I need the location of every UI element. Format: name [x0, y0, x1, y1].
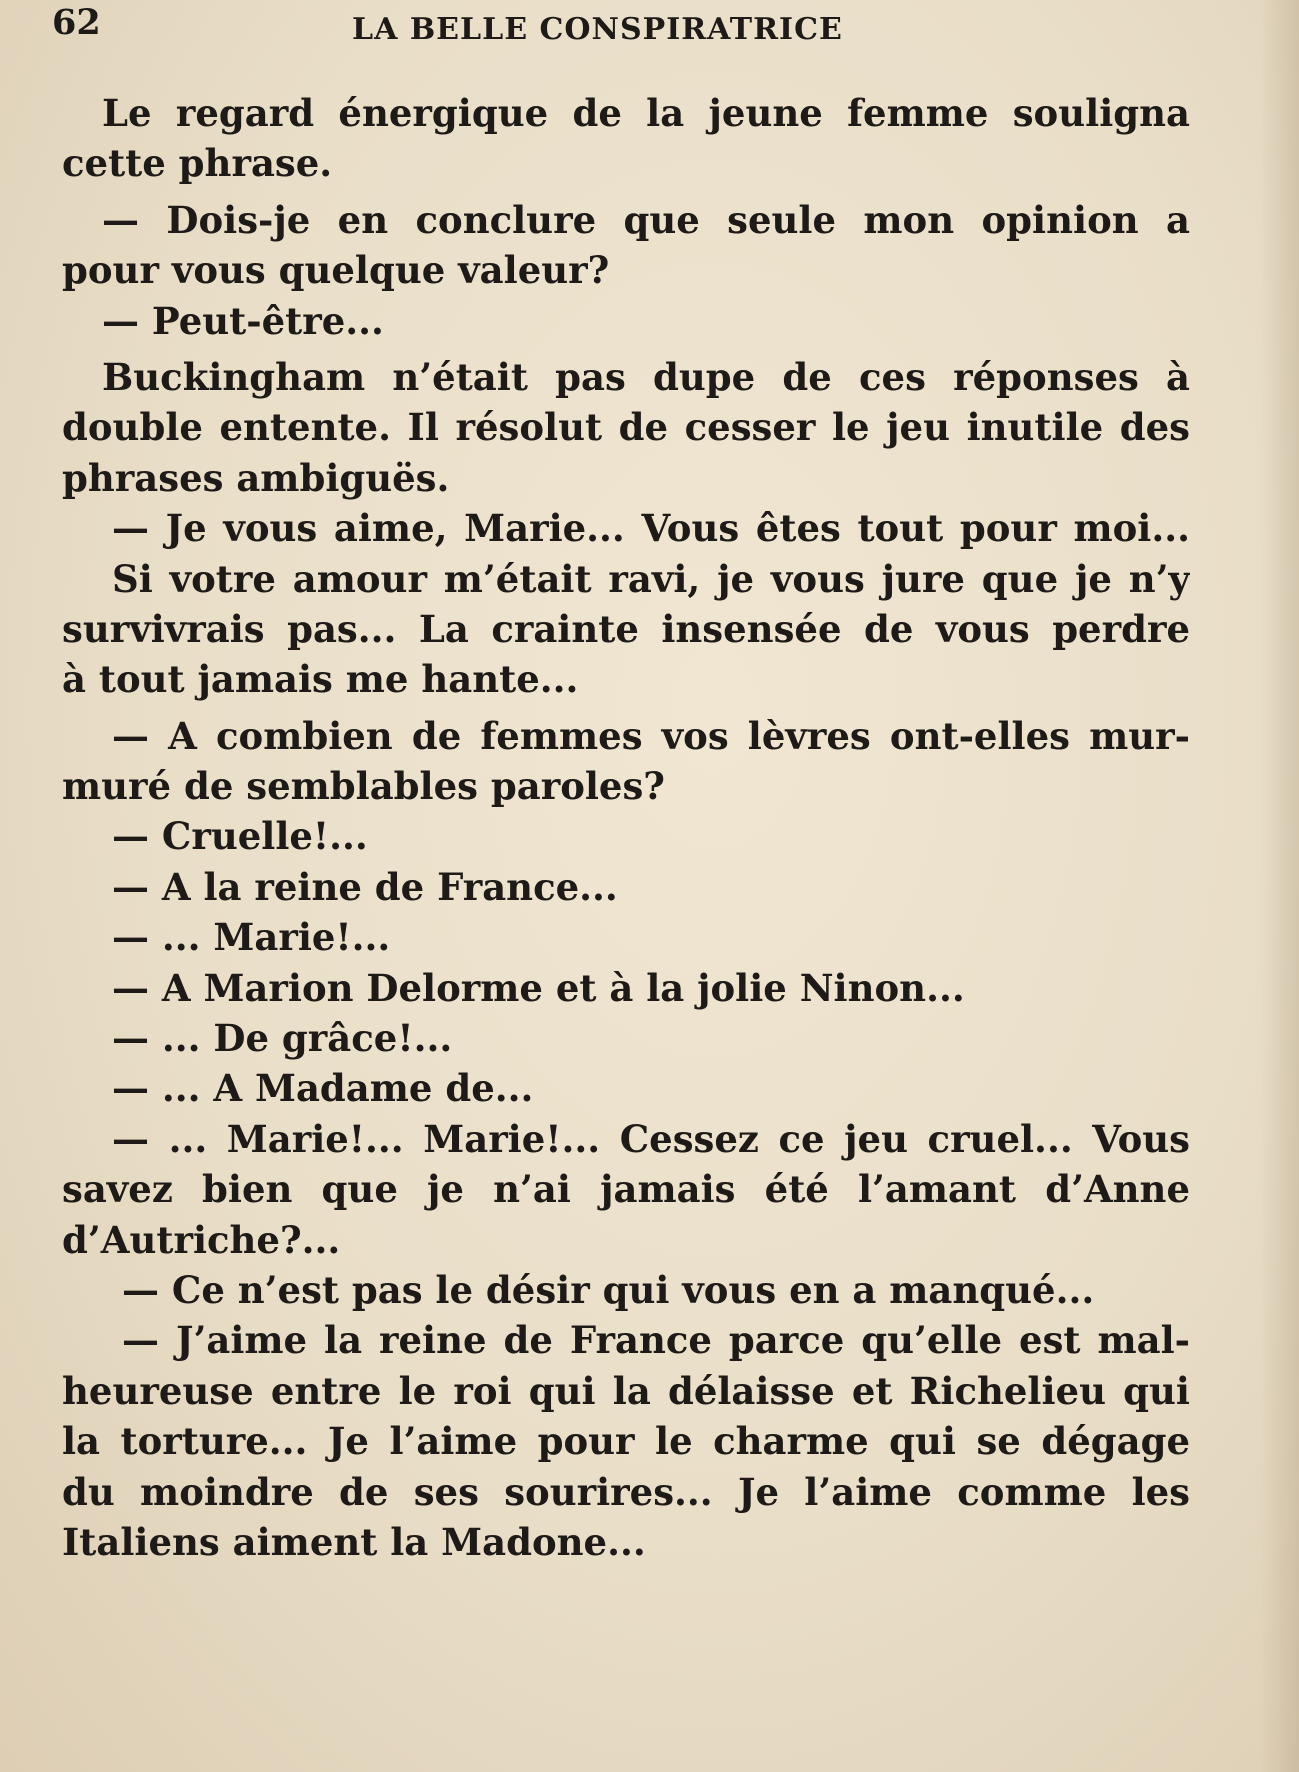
text-line: — J’aime la reine de France parce qu’elle est mal- — [122, 1318, 1190, 1363]
text-line: phrases ambiguës. — [62, 455, 450, 500]
text-line: — A Marion Delorme et à la jolie Ninon... — [112, 965, 965, 1010]
text-line: — ... De grâce!... — [112, 1016, 453, 1061]
text-line: heureuse entre le roi qui la délaisse et Richelieu qui — [62, 1368, 1190, 1413]
text-line: — ... Marie!... — [112, 915, 391, 960]
text-line: survivrais pas... La crainte insensée de vous perdre — [62, 606, 1190, 651]
text-line: savez bien que je n’ai jamais été l’amant d’Anne — [62, 1167, 1190, 1212]
text-line: — Je vous aime, Marie... Vous êtes tout pour moi... — [112, 506, 1190, 551]
text-line: — Peut-être... — [102, 298, 384, 343]
text-line: la torture... Je l’aime pour le charme qui se dégage — [62, 1419, 1190, 1464]
text-line: à tout jamais me hante... — [62, 657, 579, 702]
page-header — [52, 2, 1212, 47]
text-line: double entente. Il résolut de cesser le jeu inutile des — [62, 405, 1190, 450]
text-line: cette phrase. — [62, 141, 333, 186]
text-line: — ... A Madame de... — [112, 1066, 534, 1111]
page-number: 62 — [52, 2, 101, 43]
running-title: LA BELLE CONSPIRATRICE — [352, 12, 843, 47]
body-text — [62, 88, 1190, 1567]
text-line: Italiens aiment la Madone... — [62, 1519, 646, 1564]
text-line: — ... Marie!... Marie!... Cessez ce jeu cruel... Vous — [112, 1116, 1190, 1161]
text-line: — A combien de femmes vos lèvres ont-elles mur- — [112, 713, 1190, 758]
text-line: Buckingham n’était pas dupe de ces réponses à — [102, 354, 1190, 399]
text-line: Si votre amour m’était ravi, je vous jure que je n’y — [112, 556, 1190, 601]
text-line: — Cruelle!... — [112, 814, 368, 859]
text-line: Le regard énergique de la jeune femme souligna — [102, 91, 1190, 135]
text-line: d’Autriche?... — [62, 1217, 341, 1262]
text-line: — Ce n’est pas le désir qui vous en a manqué... — [122, 1267, 1095, 1312]
text-line: du moindre de ses sourires... Je l’aime comme les — [62, 1469, 1190, 1514]
text-line: — A la reine de France... — [112, 864, 618, 909]
text-line: muré de semblables paroles? — [62, 764, 665, 809]
text-line: — Dois-je en conclure que seule mon opinion a — [102, 197, 1190, 242]
text-line: pour vous quelque valeur? — [62, 248, 610, 293]
